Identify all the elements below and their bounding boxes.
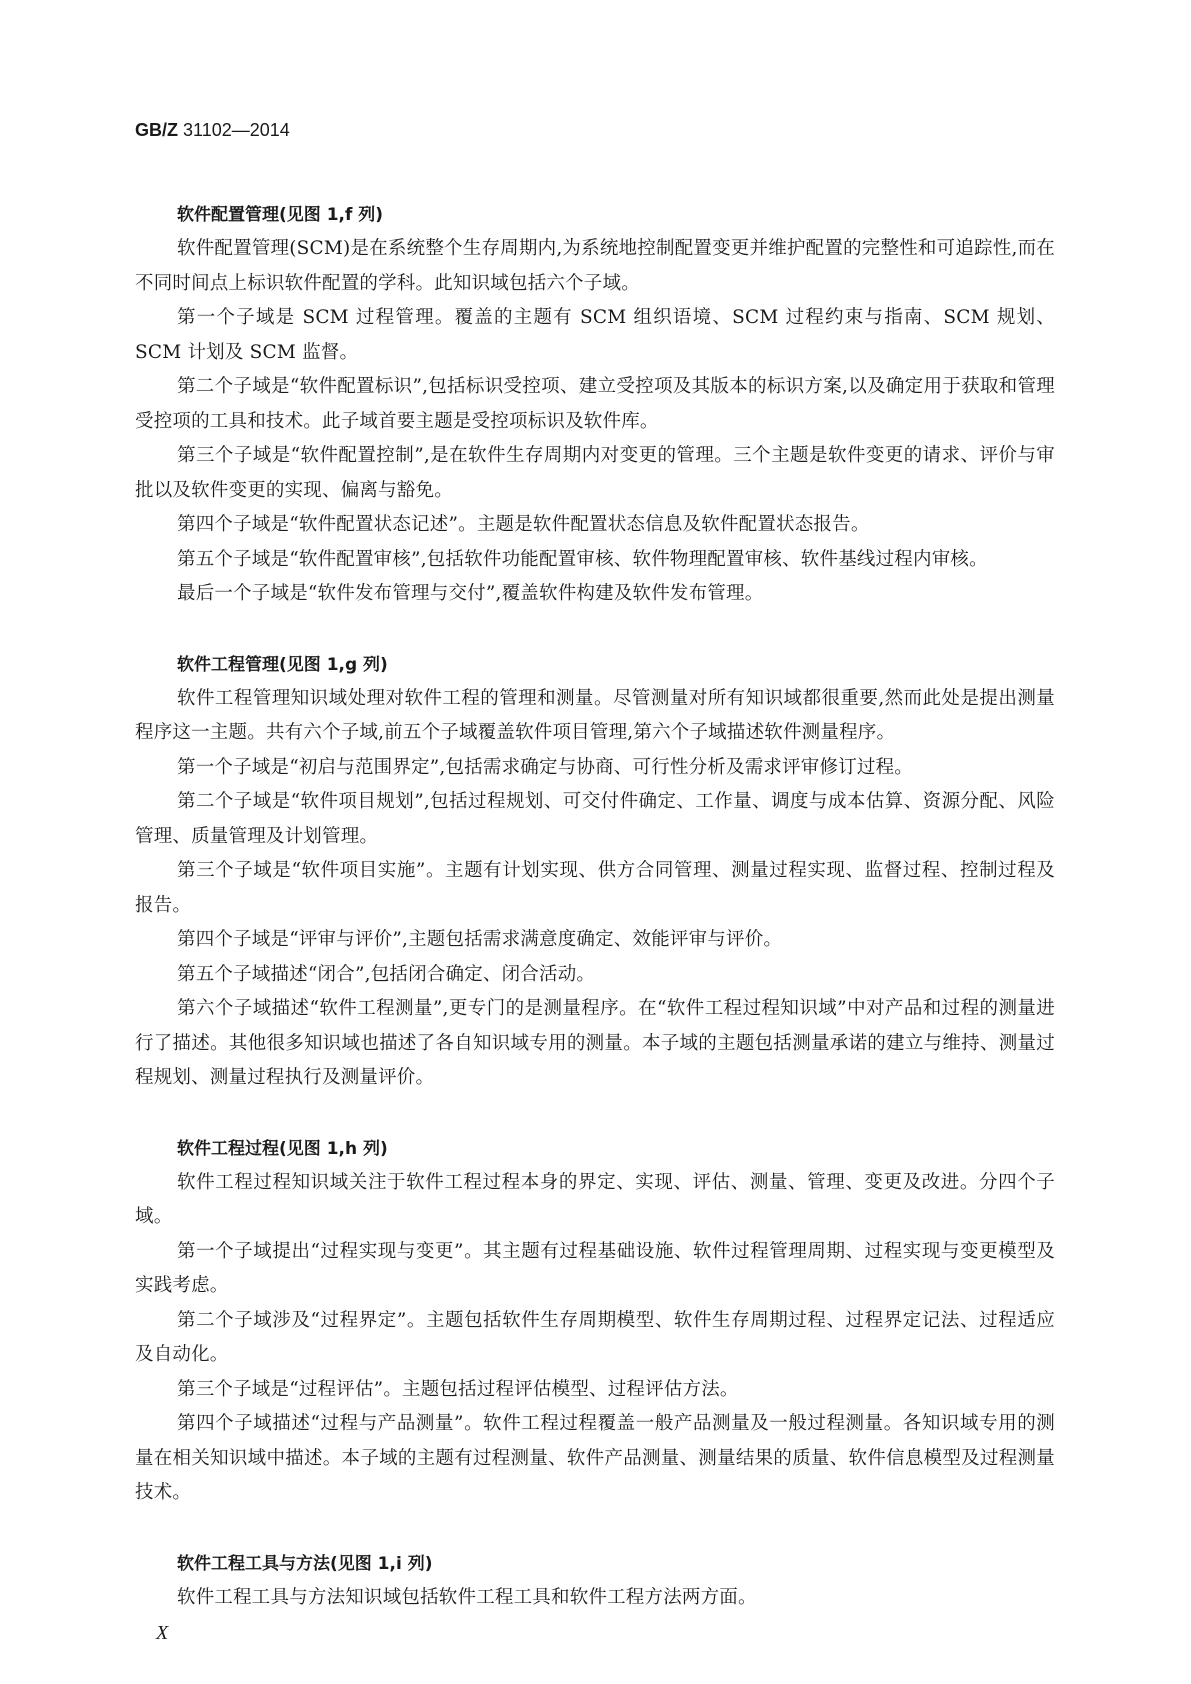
section-title: 软件工程过程(见图 1,h 列) xyxy=(177,1138,388,1159)
paragraph: 第三个子域是“过程评估”。主题包括过程评估模型、过程评估方法。 xyxy=(177,1378,739,1400)
paragraph: 第五个子域是“软件配置审核”,包括软件功能配置审核、软件物理配置审核、软件基线过程内审核。 xyxy=(177,548,988,570)
paragraph: 第一个子域提出“过程实现与变更”。其主题有过程基础设施、软件过程管理周期、过程实现与变更模型及实践考虑。 xyxy=(135,1240,1055,1296)
paragraph: 最后一个子域是“软件发布管理与交付”,覆盖软件构建及软件发布管理。 xyxy=(177,583,764,604)
paragraph: 软件工程工具与方法知识域包括软件工程工具和软件工程方法两方面。 xyxy=(177,1586,757,1608)
page-number: X xyxy=(156,1622,169,1644)
paragraph: 软件工程过程知识域关注于软件工程过程本身的界定、实现、评估、测量、管理、变更及改进。分四个子域。 xyxy=(135,1171,1055,1227)
document-body xyxy=(135,198,1055,1651)
section-title: 软件配置管理(见图 1,f 列) xyxy=(177,205,384,225)
paragraph: 第二个子域涉及“过程界定”。主题包括软件生存周期模型、软件生存周期过程、过程界定记法、过程适应及自动化。 xyxy=(135,1309,1055,1365)
standard-number: 31102—2014 xyxy=(183,120,290,140)
paragraph: 第一个子域是“初启与范围界定”,包括需求确定与协商、可行性分析及需求评审修订过程。 xyxy=(177,756,913,778)
paragraph: 第三个子域是“软件项目实施”。主题有计划实现、供方合同管理、测量过程实现、监督过程、控制过程及报告。 xyxy=(135,860,1055,916)
section-engineering-process xyxy=(135,1132,1055,1511)
section-scm xyxy=(135,198,1055,612)
paragraph: 软件工程管理知识域处理对软件工程的管理和测量。尽管测量对所有知识域都很重要,然而此处是提出测量程序这一主题。共有六个子域,前五个子域覆盖软件项目管理,第六个子域描述软件测量程序。 xyxy=(135,687,1055,743)
paragraph: 第三个子域是“软件配置控制”,是在软件生存周期内对变更的管理。三个主题是软件变更的请求、评价与审批以及软件变更的实现、偏离与豁免。 xyxy=(135,445,1055,501)
paragraph: 软件配置管理(SCM)是在系统整个生存周期内,为系统地控制配置变更并维护配置的完整性和可追踪性,而在不同时间点上标识软件配置的学科。此知识域包括六个子域。 xyxy=(135,238,1055,294)
paragraph: 第一个子域是 SCM 过程管理。覆盖的主题有 SCM 组织语境、SCM 过程约束与指南、SCM 规划、SCM 计划及 SCM 监督。 xyxy=(135,307,1055,363)
section-title: 软件工程管理(见图 1,g 列) xyxy=(177,654,388,675)
section-tools-methods xyxy=(135,1547,1055,1616)
paragraph: 第四个子域描述“过程与产品测量”。软件工程过程覆盖一般产品测量及一般过程测量。各知识域专用的测量在相关知识域中描述。本子域的主题有过程测量、软件产品测量、测量结果的质量、软件信息模型及过程测量技术。 xyxy=(135,1413,1055,1503)
paragraph: 第六个子域描述“软件工程测量”,更专门的是测量程序。在“软件工程过程知识域”中对产品和过程的测量进行了描述。其他很多知识域也描述了各自知识域专用的测量。本子域的主题包括测量承诺的建立与维持、测量过程规划、测量过程执行及测量评价。 xyxy=(135,998,1055,1088)
paragraph: 第四个子域是“评审与评价”,主题包括需求满意度确定、效能评审与评价。 xyxy=(177,929,783,950)
standard-prefix: GB/Z xyxy=(135,120,178,140)
paragraph: 第五个子域描述“闭合”,包括闭合确定、闭合活动。 xyxy=(177,963,596,985)
paragraph: 第四个子域是“软件配置状态记述”。主题是软件配置状态信息及软件配置状态报告。 xyxy=(177,514,870,535)
paragraph: 第二个子域是“软件项目规划”,包括过程规划、可交付件确定、工作量、调度与成本估算、资源分配、风险管理、质量管理及计划管理。 xyxy=(135,791,1055,847)
paragraph: 第二个子域是“软件配置标识”,包括标识受控项、建立受控项及其版本的标识方案,以及确定用于获取和管理受控项的工具和技术。此子域首要主题是受控项标识及软件库。 xyxy=(135,376,1055,432)
section-engineering-management xyxy=(135,648,1055,1096)
document-header xyxy=(135,120,290,141)
section-title: 软件工程工具与方法(见图 1,i 列) xyxy=(177,1553,433,1574)
